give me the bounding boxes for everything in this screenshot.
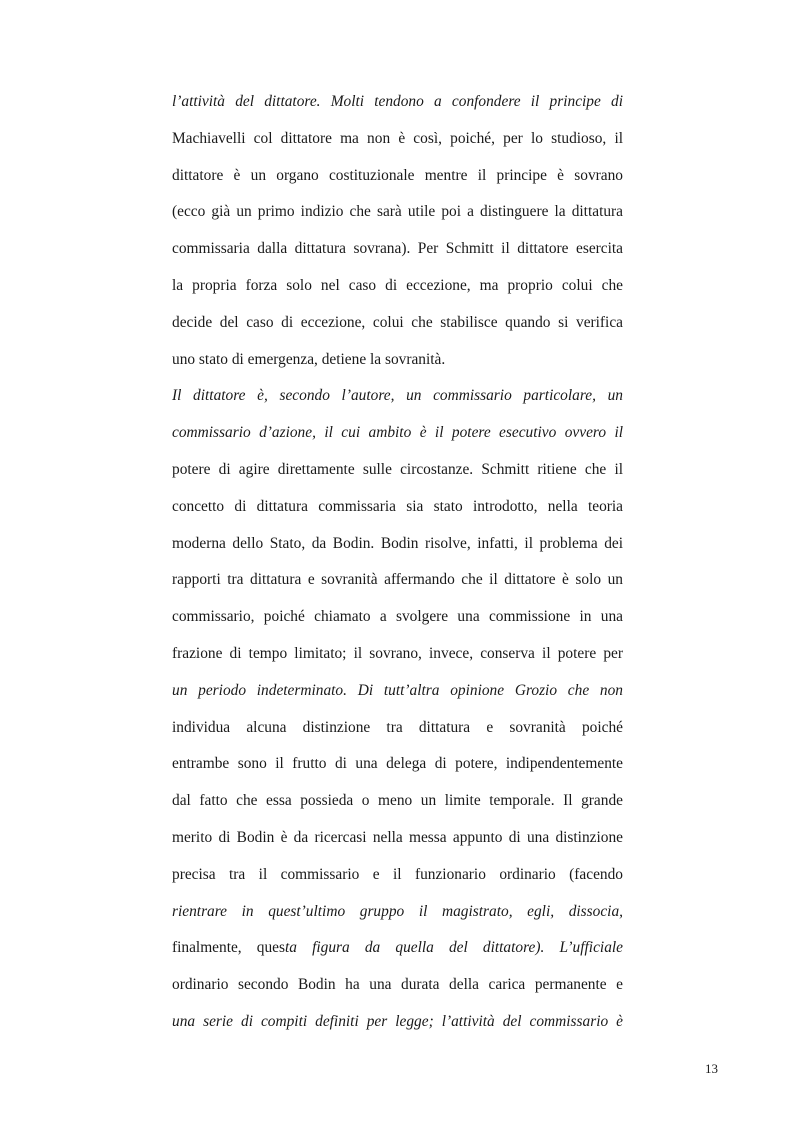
text-line bbox=[172, 604, 623, 641]
text-run: uno stato di emergenza, detiene la sovranità. bbox=[172, 350, 446, 368]
italic-text-run: ta figura da quella del dittatore). L’ufficiale bbox=[285, 939, 623, 957]
text-line bbox=[172, 420, 623, 457]
text-run: decide del caso di eccezione, colui che stabilisce quando si verifica bbox=[172, 313, 623, 331]
text-line bbox=[172, 494, 623, 531]
text-line bbox=[172, 788, 623, 825]
page-number: 13 bbox=[705, 1061, 718, 1076]
text-line bbox=[172, 126, 623, 163]
text-run: precisa tra il commissario e il funzionario ordinario (facendo bbox=[172, 865, 623, 883]
text-run: potere di agire direttamente sulle circostanze. Schmitt ritiene che il bbox=[172, 460, 623, 478]
text-line bbox=[172, 1009, 623, 1046]
text-line bbox=[172, 89, 623, 126]
italic-text-run: un periodo indeterminato. Di tutt’altra opinione Grozio che non bbox=[172, 681, 623, 699]
text-run: Machiavelli col dittatore ma non è così, poiché, per lo studioso, il bbox=[172, 129, 623, 147]
italic-text-run: l’attività del dittatore. Molti tendono a confondere il principe di bbox=[172, 93, 623, 110]
text-run: la propria forza solo nel caso di eccezione, ma proprio colui che bbox=[172, 276, 623, 294]
text-run: rapporti tra dittatura e sovranità affermando che il dittatore è solo un bbox=[172, 571, 623, 589]
text-line bbox=[172, 567, 623, 604]
text-run: merito di Bodin è da ricercasi nella messa appunto di una distinzione bbox=[172, 828, 623, 846]
text-run: (ecco già un primo indizio che sarà utile poi a distinguere la dittatura bbox=[172, 203, 623, 221]
text-line bbox=[172, 199, 623, 236]
text-line bbox=[172, 273, 623, 310]
text-line bbox=[172, 972, 623, 1009]
italic-text-run: una serie di compiti definiti per legge; l’attività del commissario è bbox=[172, 1012, 623, 1030]
text-run: finalmente, ques bbox=[172, 939, 285, 957]
text-run: entrambe sono il frutto di una delega di potere, indipendentemente bbox=[172, 755, 623, 773]
text-line bbox=[172, 383, 623, 420]
text-line bbox=[172, 678, 623, 715]
text-line bbox=[172, 935, 623, 972]
text-line bbox=[172, 899, 623, 936]
body-text bbox=[172, 89, 623, 1046]
text-run: dal fatto che essa possieda o meno un limite temporale. Il grande bbox=[172, 792, 623, 810]
italic-text-run: commissario d’azione, il cui ambito è il potere esecutivo ovvero il bbox=[172, 424, 623, 442]
text-line bbox=[172, 715, 623, 752]
text-line bbox=[172, 751, 623, 788]
italic-text-run: rientrare in quest’ultimo gruppo il magistrato, egli, dissocia, bbox=[172, 902, 623, 920]
text-line bbox=[172, 457, 623, 494]
text-run: moderna dello Stato, da Bodin. Bodin risolve, infatti, il problema dei bbox=[172, 534, 623, 552]
text-run: dittatore è un organo costituzionale mentre il principe è sovrano bbox=[172, 166, 623, 184]
text-run: ordinario secondo Bodin ha una durata della carica permanente e bbox=[172, 976, 623, 994]
text-line bbox=[172, 641, 623, 678]
italic-text-run: Il dittatore è, secondo l’autore, un commissario particolare, un bbox=[172, 387, 623, 405]
text-line bbox=[172, 310, 623, 347]
text-run: concetto di dittatura commissaria sia stato introdotto, nella teoria bbox=[172, 497, 623, 515]
text-line bbox=[172, 163, 623, 200]
text-run: frazione di tempo limitato; il sovrano, invece, conserva il potere per bbox=[172, 644, 623, 662]
text-line bbox=[172, 236, 623, 273]
text-line bbox=[172, 347, 623, 384]
text-run: commissaria dalla dittatura sovrana). Per Schmitt il dittatore esercita bbox=[172, 240, 623, 258]
text-line bbox=[172, 862, 623, 899]
text-run: individua alcuna distinzione tra dittatura e sovranità poiché bbox=[172, 718, 623, 736]
text-line bbox=[172, 531, 623, 568]
text-run: commissario, poiché chiamato a svolgere una commissione in una bbox=[172, 608, 623, 626]
text-line bbox=[172, 825, 623, 862]
